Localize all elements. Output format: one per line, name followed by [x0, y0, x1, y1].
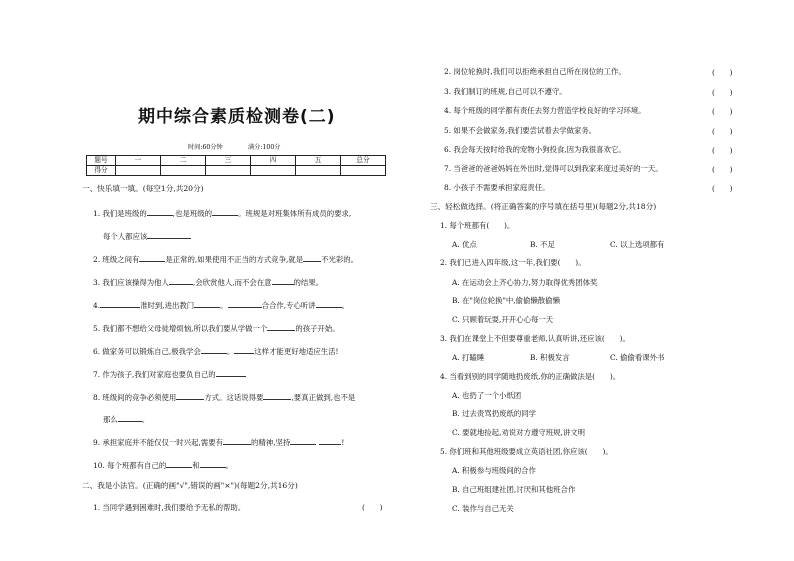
question-4	[93, 300, 349, 310]
text: 。	[141, 415, 150, 424]
blank[interactable]	[212, 208, 238, 216]
section3-heading: 三、轻松做选择。(将正确答案的序号填在括号里)(每题2分,共18分)	[430, 202, 657, 211]
blank[interactable]	[272, 277, 294, 285]
choice-option[interactable]: A. 积极参与班级间的合作	[452, 466, 536, 475]
text: 3. 我们应该操得为他人	[93, 278, 169, 287]
question-6	[93, 346, 339, 356]
section1-heading: 一、快乐填一填。(每空1分,共20分)	[82, 184, 204, 193]
blank[interactable]	[147, 208, 173, 216]
judge-question-6: 6. 我会每天按时给我的宠物小狗投食,因为我很喜欢它。	[444, 145, 626, 154]
section2-heading: 二、我是小法官。(正确的画"√",错误的画"×")(每题2分,共16分)	[82, 481, 298, 490]
text: 的结果。	[293, 278, 324, 287]
score-cell: 三	[206, 156, 251, 166]
answer-paren[interactable]: ( )	[712, 68, 733, 77]
blank[interactable]	[319, 437, 341, 445]
blank[interactable]	[263, 392, 291, 400]
choice-option[interactable]: B. 在"岗位轮换"中,偷偷懒散偷懒	[452, 296, 560, 305]
judge-question-1: 1. 当同学遇到困难时,我们要给予无私的帮助。	[93, 503, 246, 512]
text: 2. 班级之间有	[93, 255, 140, 264]
text: 8. 班级间的竞争必须使用	[93, 393, 177, 402]
exam-full-score: 满分:100分	[248, 144, 281, 151]
choice-question-3: 3. 我们在课堂上不但要尊重老师,认真听讲,还应该( )。	[440, 334, 630, 343]
choice-option[interactable]: B. 自己班组建社团,讨厌和其他班合作	[452, 485, 576, 494]
text: ,要真正做到,也不是	[291, 393, 356, 402]
text: 5. 我们都不想给父母徒增烦恼,所以我们要从学做一个	[93, 324, 268, 333]
text: 不光彩的。	[321, 255, 359, 264]
blank[interactable]	[267, 323, 295, 331]
exam-time: 时间:60分钟	[188, 144, 223, 151]
choice-option[interactable]: A. 在运动会上齐心协力,努力取得优秀团体奖	[452, 278, 598, 287]
score-input-cell[interactable]	[341, 166, 386, 176]
blank[interactable]	[194, 300, 220, 308]
choice-option[interactable]: C. 装作与自己无关	[452, 504, 514, 513]
question-10	[93, 460, 233, 470]
question-1b	[103, 231, 191, 241]
blank[interactable]	[316, 300, 342, 308]
score-cell: 得分	[87, 166, 116, 176]
blank[interactable]	[169, 277, 193, 285]
choice-question-1: 1. 每个班都有( )。	[440, 221, 515, 230]
answer-paren[interactable]: ( )	[362, 503, 383, 512]
question-1a	[93, 208, 351, 218]
text: 的精神,坚持	[251, 438, 291, 447]
choice-option[interactable]: A. 打瞌睡	[452, 353, 485, 362]
choice-option[interactable]: A. 优点	[452, 240, 477, 249]
text: 。	[341, 301, 350, 310]
text: 这样才能更好地适应生活!	[254, 347, 339, 356]
choice-question-5: 5. 你们班和其他班级要成立英语社团,你应该( )。	[440, 447, 613, 456]
text: 9. 承担家庭并不能仅仅一时兴起,需要有	[93, 438, 224, 447]
blank[interactable]	[176, 392, 204, 400]
answer-paren[interactable]: ( )	[712, 165, 733, 174]
choice-option[interactable]: C. 偷偷看课外书	[610, 353, 665, 362]
blank[interactable]	[228, 300, 262, 308]
question-5	[93, 323, 340, 333]
choice-question-2: 2. 我们已进入四年级,这一年,我们要( )。	[440, 258, 586, 267]
blank[interactable]	[234, 346, 254, 354]
text: 合合作,专心听讲	[261, 301, 316, 310]
text: !	[341, 438, 345, 447]
blank[interactable]	[200, 460, 226, 468]
blank[interactable]	[216, 369, 246, 377]
choice-option[interactable]: C. 只顾着玩耍,开开心心每一天	[452, 315, 554, 324]
text: 是正常的,如果使用不正当的方式竞争,就是	[165, 255, 304, 264]
text: 。	[220, 301, 228, 310]
choice-option[interactable]: B. 不足	[530, 240, 555, 249]
choice-option[interactable]: A. 也扔了一个小纸团	[452, 391, 522, 400]
question-8b	[103, 414, 149, 424]
blank[interactable]	[290, 437, 316, 445]
blank[interactable]	[139, 254, 165, 262]
answer-paren[interactable]: ( )	[712, 88, 733, 97]
answer-paren[interactable]: ( )	[712, 184, 733, 193]
score-cell: 二	[161, 156, 206, 166]
answer-paren[interactable]: ( )	[712, 127, 733, 136]
judge-question-8: 8. 小孩子不需要承担家庭责任。	[444, 183, 550, 192]
choice-option[interactable]: B. 过去责骂扔废纸的同学	[452, 409, 537, 418]
text: 那么	[103, 415, 118, 424]
judge-question-5: 5. 如果不会做家务,我们要尝试着去学做家务。	[444, 126, 597, 135]
score-cell: 一	[116, 156, 161, 166]
blank[interactable]	[201, 346, 227, 354]
answer-paren[interactable]: ( )	[712, 107, 733, 116]
judge-question-7: 7. 当爸爸的爸爸妈妈在外出时,觉得可以到我家来度过美好的一天。	[444, 164, 663, 173]
text: ,会欣赏他人,而不会在意	[192, 278, 272, 287]
question-9	[93, 437, 344, 447]
text: ,也是班级的	[172, 209, 213, 218]
blank[interactable]	[166, 460, 192, 468]
score-cell: 五	[296, 156, 341, 166]
text: 和	[192, 461, 200, 470]
score-input-cell[interactable]	[296, 166, 341, 176]
score-cell: 四	[251, 156, 296, 166]
text: 10. 每个班都有自己的	[93, 461, 167, 470]
question-8a	[93, 392, 355, 402]
text: 。班规是对班集体所有成员的要求,	[238, 209, 352, 218]
judge-question-3: 3. 我们制订的班规,自己可以不遵守。	[444, 87, 567, 96]
score-input-cell[interactable]	[206, 166, 251, 176]
score-table-score-row	[87, 166, 386, 176]
question-7	[93, 369, 246, 379]
text: 每个人都应该	[103, 232, 148, 241]
blank[interactable]	[303, 254, 321, 262]
score-cell: 题号	[87, 156, 116, 166]
score-input-cell[interactable]	[251, 166, 296, 176]
question-3	[93, 277, 323, 287]
text: 。	[225, 461, 234, 470]
judge-question-4: 4. 每个班级的同学都有责任去努力营造学校良好的学习环境。	[444, 106, 646, 115]
choice-option[interactable]: B. 积极发言	[530, 353, 570, 362]
answer-paren[interactable]: ( )	[712, 146, 733, 155]
text: 方式。这话说得要	[204, 393, 264, 402]
blank[interactable]	[223, 437, 251, 445]
text: 7. 作为孩子,我们对家庭也要负自己的	[93, 370, 216, 379]
text: 1. 我们是班级的	[93, 209, 147, 218]
text: 的孩子开始。	[295, 324, 340, 333]
text: 6. 做家务可以锻炼自己,极我学会	[93, 347, 201, 356]
choice-option[interactable]: C. 要就地捡起,劝说对方遵守班规,讲文明	[452, 428, 586, 437]
page-title: 期中综合素质检测卷(二)	[138, 107, 336, 127]
choice-option[interactable]: C. 以上选项都有	[610, 240, 665, 249]
score-input-cell[interactable]	[116, 166, 161, 176]
score-cell: 总分	[341, 156, 386, 166]
judge-question-2: 2. 岗位轮换时,我们可以拒绝承担自己所在岗位的工作。	[444, 67, 626, 76]
score-table-header-row	[87, 156, 386, 166]
text: 。	[226, 347, 235, 356]
blank[interactable]	[118, 414, 142, 422]
score-table	[86, 155, 386, 176]
blank[interactable]	[147, 231, 191, 239]
blank[interactable]	[100, 300, 140, 308]
choice-question-4: 4. 当看到别的同学随地扔废纸,你的正确做法是( )。	[440, 372, 621, 381]
text: 4.	[93, 301, 101, 310]
question-2	[93, 254, 358, 264]
text: 准时到,进出教门	[140, 301, 195, 310]
score-input-cell[interactable]	[161, 166, 206, 176]
